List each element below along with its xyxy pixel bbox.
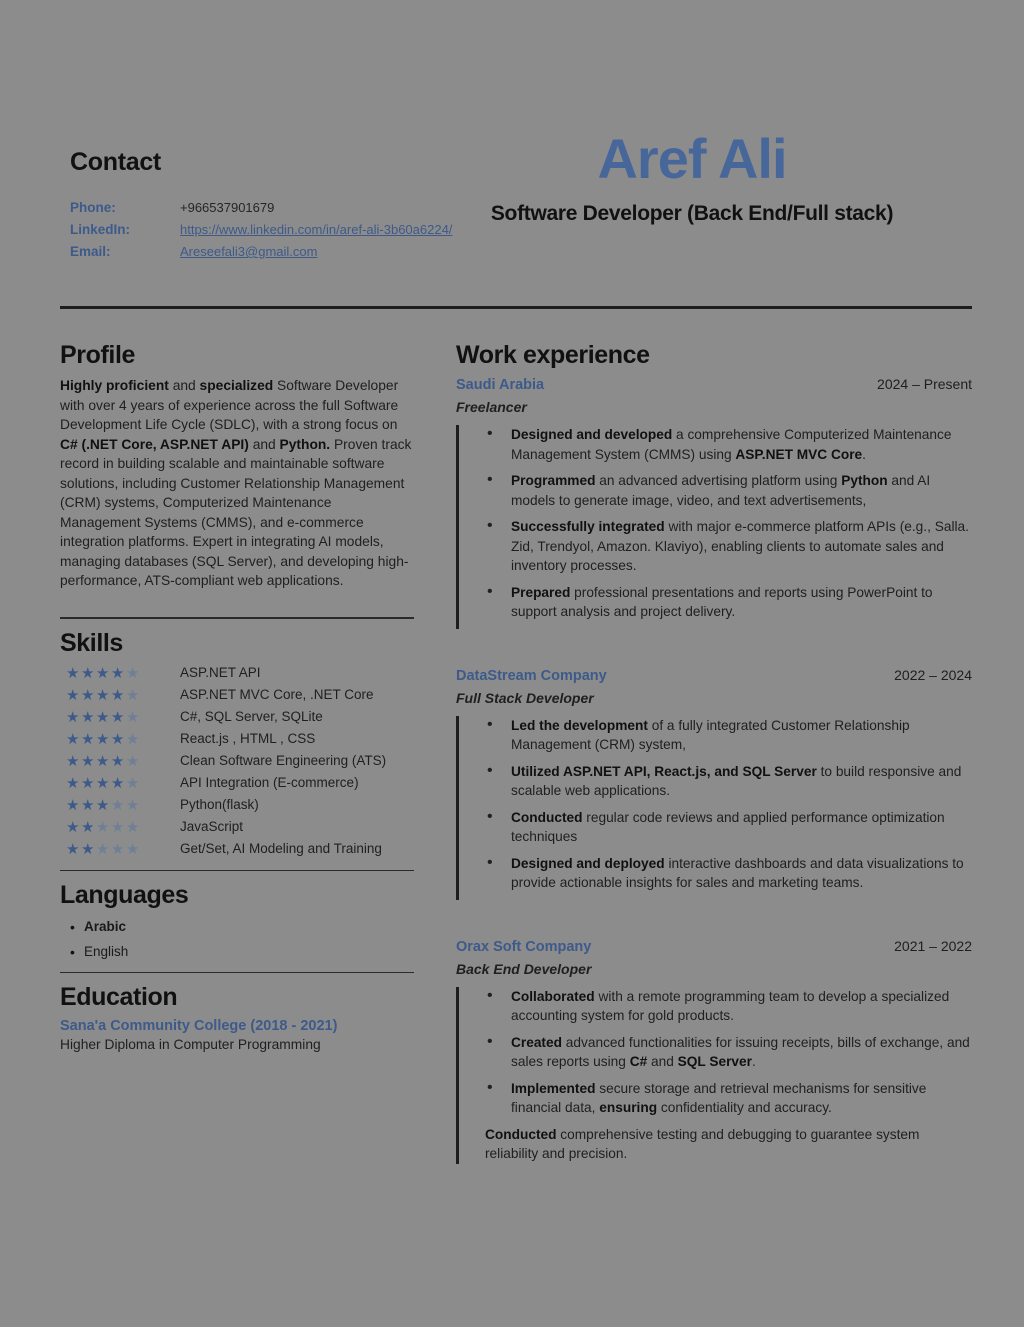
left-column: [60, 341, 428, 1174]
star-filled-icon: ★: [66, 730, 81, 748]
job-bullet: • Programmed an advanced advertising platform using Python and AI models to generate image, video, and text advertisements,: [485, 471, 972, 510]
star-filled-icon: ★: [95, 796, 111, 814]
skill-label: JavaScript: [180, 819, 244, 834]
skill-rating-stars: [66, 730, 166, 748]
skill-row: [66, 774, 414, 792]
skill-rating-stars: [66, 840, 166, 858]
job-bullet: • Successfully integrated with major e-commerce platform APIs (e.g., Salla. Zid, Trendyol, Amazon. Klaviyo), enabling clients to automate sales and inventory processes.: [485, 517, 972, 576]
skill-label: Get/Set, AI Modeling and Training: [180, 841, 382, 856]
job-accent-bar: [456, 425, 459, 629]
skill-row: [66, 686, 414, 704]
skill-rating-stars: [66, 664, 166, 682]
skill-row: [66, 840, 414, 858]
job-role: Freelancer: [456, 399, 527, 415]
star-filled-icon: ★: [95, 730, 111, 748]
languages-list: [60, 919, 414, 960]
star-filled-icon: ★: [80, 708, 96, 726]
star-filled-icon: ★: [66, 708, 81, 726]
languages-divider: [60, 870, 414, 871]
job-body: [456, 425, 972, 629]
skill-row: [66, 664, 414, 682]
star-empty-icon: ★: [95, 818, 111, 836]
job-header: [456, 938, 972, 955]
star-filled-icon: ★: [110, 730, 126, 748]
star-filled-icon: ★: [95, 664, 111, 682]
job-header: [456, 376, 972, 393]
skill-label: React.js , HTML , CSS: [180, 731, 316, 746]
job-spacer: [456, 639, 972, 667]
skills-divider: [60, 617, 414, 619]
job-role: Full Stack Developer: [456, 689, 594, 706]
star-filled-icon: ★: [110, 708, 126, 726]
contact-link[interactable]: https://www.linkedin.com/in/aref-ali-3b60a6224/: [180, 222, 453, 237]
star-filled-icon: ★: [80, 686, 96, 704]
job-bullet: • Utilized ASP.NET API, React.js, and SQL Server to build responsive and scalable web applications.: [485, 762, 972, 801]
star-filled-icon: ★: [110, 752, 126, 770]
resume-sheet: [60, 120, 972, 1232]
job-dates: 2022 – 2024: [894, 666, 972, 683]
contact-label: Email:: [70, 244, 111, 259]
star-filled-icon: ★: [66, 796, 81, 814]
contact-title: Contact: [70, 148, 161, 176]
star-empty-icon: ★: [125, 708, 141, 726]
contact-value: +966537901679: [180, 200, 275, 215]
contact-label: LinkedIn:: [70, 222, 130, 237]
job-bullet: • Conducted regular code reviews and applied performance optimization techniques: [485, 808, 972, 847]
skill-row: [66, 708, 414, 726]
skill-rating-stars: [66, 774, 166, 792]
skills-title: Skills: [60, 628, 123, 657]
job-role: Back End Developer: [456, 960, 592, 977]
star-empty-icon: ★: [125, 752, 141, 770]
star-filled-icon: ★: [110, 774, 126, 792]
star-filled-icon: ★: [66, 840, 81, 858]
job-bullet: • Created advanced functionalities for issuing receipts, bills of exchange, and sales reports using C# and SQL Server.: [485, 1033, 972, 1072]
languages-title: Languages: [60, 880, 189, 909]
star-filled-icon: ★: [66, 686, 81, 704]
star-filled-icon: ★: [95, 686, 111, 704]
job-bullet: • Designed and deployed interactive dashboards and data visualizations to provide actionable insights for sales and marketing teams.: [485, 854, 972, 893]
job-bullet: • Collaborated with a remote programming team to develop a specialized accounting system for gold products.: [485, 987, 972, 1026]
star-filled-icon: ★: [95, 774, 111, 792]
star-empty-icon: ★: [125, 774, 141, 792]
education-degree: Higher Diploma in Computer Programming: [60, 1036, 321, 1052]
job-entry: [456, 376, 972, 629]
job-bullets: [485, 425, 972, 622]
language-label: English: [84, 944, 129, 959]
skills-list: [60, 664, 414, 858]
language-label: Arabic: [84, 919, 127, 934]
star-filled-icon: ★: [80, 730, 96, 748]
job-entry: [456, 667, 972, 900]
job-company: Saudi Arabia: [456, 377, 545, 393]
candidate-name: Aref Ali: [597, 127, 787, 190]
job-dates: 2021 – 2022: [894, 937, 972, 954]
skill-row: [66, 818, 414, 836]
skill-label: ASP.NET MVC Core, .NET Core: [180, 687, 374, 702]
skill-rating-stars: [66, 686, 166, 704]
star-filled-icon: ★: [110, 664, 126, 682]
job-entry: [456, 938, 972, 1164]
star-filled-icon: ★: [80, 774, 96, 792]
profile-text: Highly proficient and specialized Software Developer with over 4 years of experience across the full Software Development Life Cycle (SDLC), with a strong focus on C# (.NET Core, ASP.NET API) and Python. Proven track record in building scalable and maintainable software solutions, including Customer Relationship Management (CRM) systems, Computerized Maintenance Management Systems (CMMS), and e-commerce integration platforms. Expert in integrating AI models, managing databases (SQL Server), and developing high-performance, ATS-compliant web applications.: [60, 378, 412, 588]
star-empty-icon: ★: [110, 796, 126, 814]
star-empty-icon: ★: [125, 796, 141, 814]
jobs-list: [456, 376, 972, 1164]
contact-link[interactable]: Areseefali3@gmail.com: [180, 244, 318, 259]
skill-label: C#, SQL Server, SQLite: [180, 709, 323, 724]
header-divider: [60, 306, 972, 309]
bullet-icon: •: [70, 918, 75, 935]
resume-header: [60, 120, 972, 300]
job-company: DataStream Company: [456, 667, 607, 684]
star-filled-icon: ★: [95, 752, 111, 770]
job-bullet: • Led the development of a fully integrated Customer Relationship Management (CRM) system,: [485, 716, 972, 755]
skill-rating-stars: [66, 818, 166, 836]
job-body: [456, 716, 972, 900]
skill-label: Python(flask): [180, 797, 259, 812]
star-empty-icon: ★: [125, 686, 141, 704]
star-empty-icon: ★: [125, 840, 141, 858]
job-body: [456, 987, 972, 1164]
skill-rating-stars: [66, 752, 166, 770]
skill-label: ASP.NET API: [180, 665, 261, 680]
job-bullet: • Designed and developed a comprehensive Computerized Maintenance Management System (CMMS) using ASP.NET MVC Core.: [485, 425, 972, 464]
star-empty-icon: ★: [125, 818, 141, 836]
star-filled-icon: ★: [110, 686, 126, 704]
job-bullet: • Prepared professional presentations and reports using PowerPoint to support analysis and project delivery.: [485, 583, 972, 622]
skill-label: API Integration (E-commerce): [180, 775, 359, 790]
language-item: [70, 919, 414, 935]
skill-row: [66, 796, 414, 814]
job-dates: 2024 – Present: [877, 376, 972, 392]
star-empty-icon: ★: [125, 664, 141, 682]
education-divider: [60, 972, 414, 973]
job-accent-bar: [456, 716, 459, 900]
star-filled-icon: ★: [80, 840, 96, 858]
star-empty-icon: ★: [110, 840, 126, 858]
resume-columns: [60, 341, 972, 1174]
job-bullets: [485, 716, 972, 893]
star-filled-icon: ★: [80, 664, 96, 682]
name-block: [412, 128, 972, 226]
skill-rating-stars: [66, 708, 166, 726]
star-filled-icon: ★: [66, 752, 81, 770]
contact-label: Phone:: [70, 200, 116, 215]
star-filled-icon: ★: [80, 818, 96, 836]
language-item: [70, 944, 414, 960]
star-filled-icon: ★: [80, 796, 96, 814]
skill-row: [66, 730, 414, 748]
job-header: [456, 667, 972, 684]
skill-label: Clean Software Engineering (ATS): [180, 753, 387, 768]
job-spacer: [456, 910, 972, 938]
education-school: Sana'a Community College (2018 - 2021): [60, 1017, 338, 1034]
skill-rating-stars: [66, 796, 166, 814]
star-filled-icon: ★: [95, 708, 111, 726]
star-filled-icon: ★: [66, 818, 81, 836]
star-empty-icon: ★: [110, 818, 126, 836]
job-bullet: • Implemented secure storage and retrieval mechanisms for sensitive financial data, ensuring confidentiality and accuracy.: [485, 1079, 972, 1118]
star-filled-icon: ★: [66, 774, 81, 792]
skill-row: [66, 752, 414, 770]
candidate-role: Software Developer (Back End/Full stack): [490, 202, 894, 225]
profile-title: Profile: [60, 341, 135, 369]
job-bullets: [485, 987, 972, 1118]
star-filled-icon: ★: [66, 664, 81, 682]
job-tail-note: Conducted comprehensive testing and debugging to guarantee system reliability and precision.: [485, 1126, 920, 1161]
star-empty-icon: ★: [125, 730, 141, 748]
star-filled-icon: ★: [80, 752, 96, 770]
job-company: Orax Soft Company: [456, 938, 592, 955]
bullet-icon: •: [70, 943, 75, 960]
job-accent-bar: [456, 987, 459, 1164]
work-title: Work experience: [456, 341, 650, 369]
contact-row: [70, 241, 490, 263]
star-empty-icon: ★: [95, 840, 111, 858]
education-title: Education: [60, 982, 178, 1011]
right-column: [428, 341, 972, 1174]
